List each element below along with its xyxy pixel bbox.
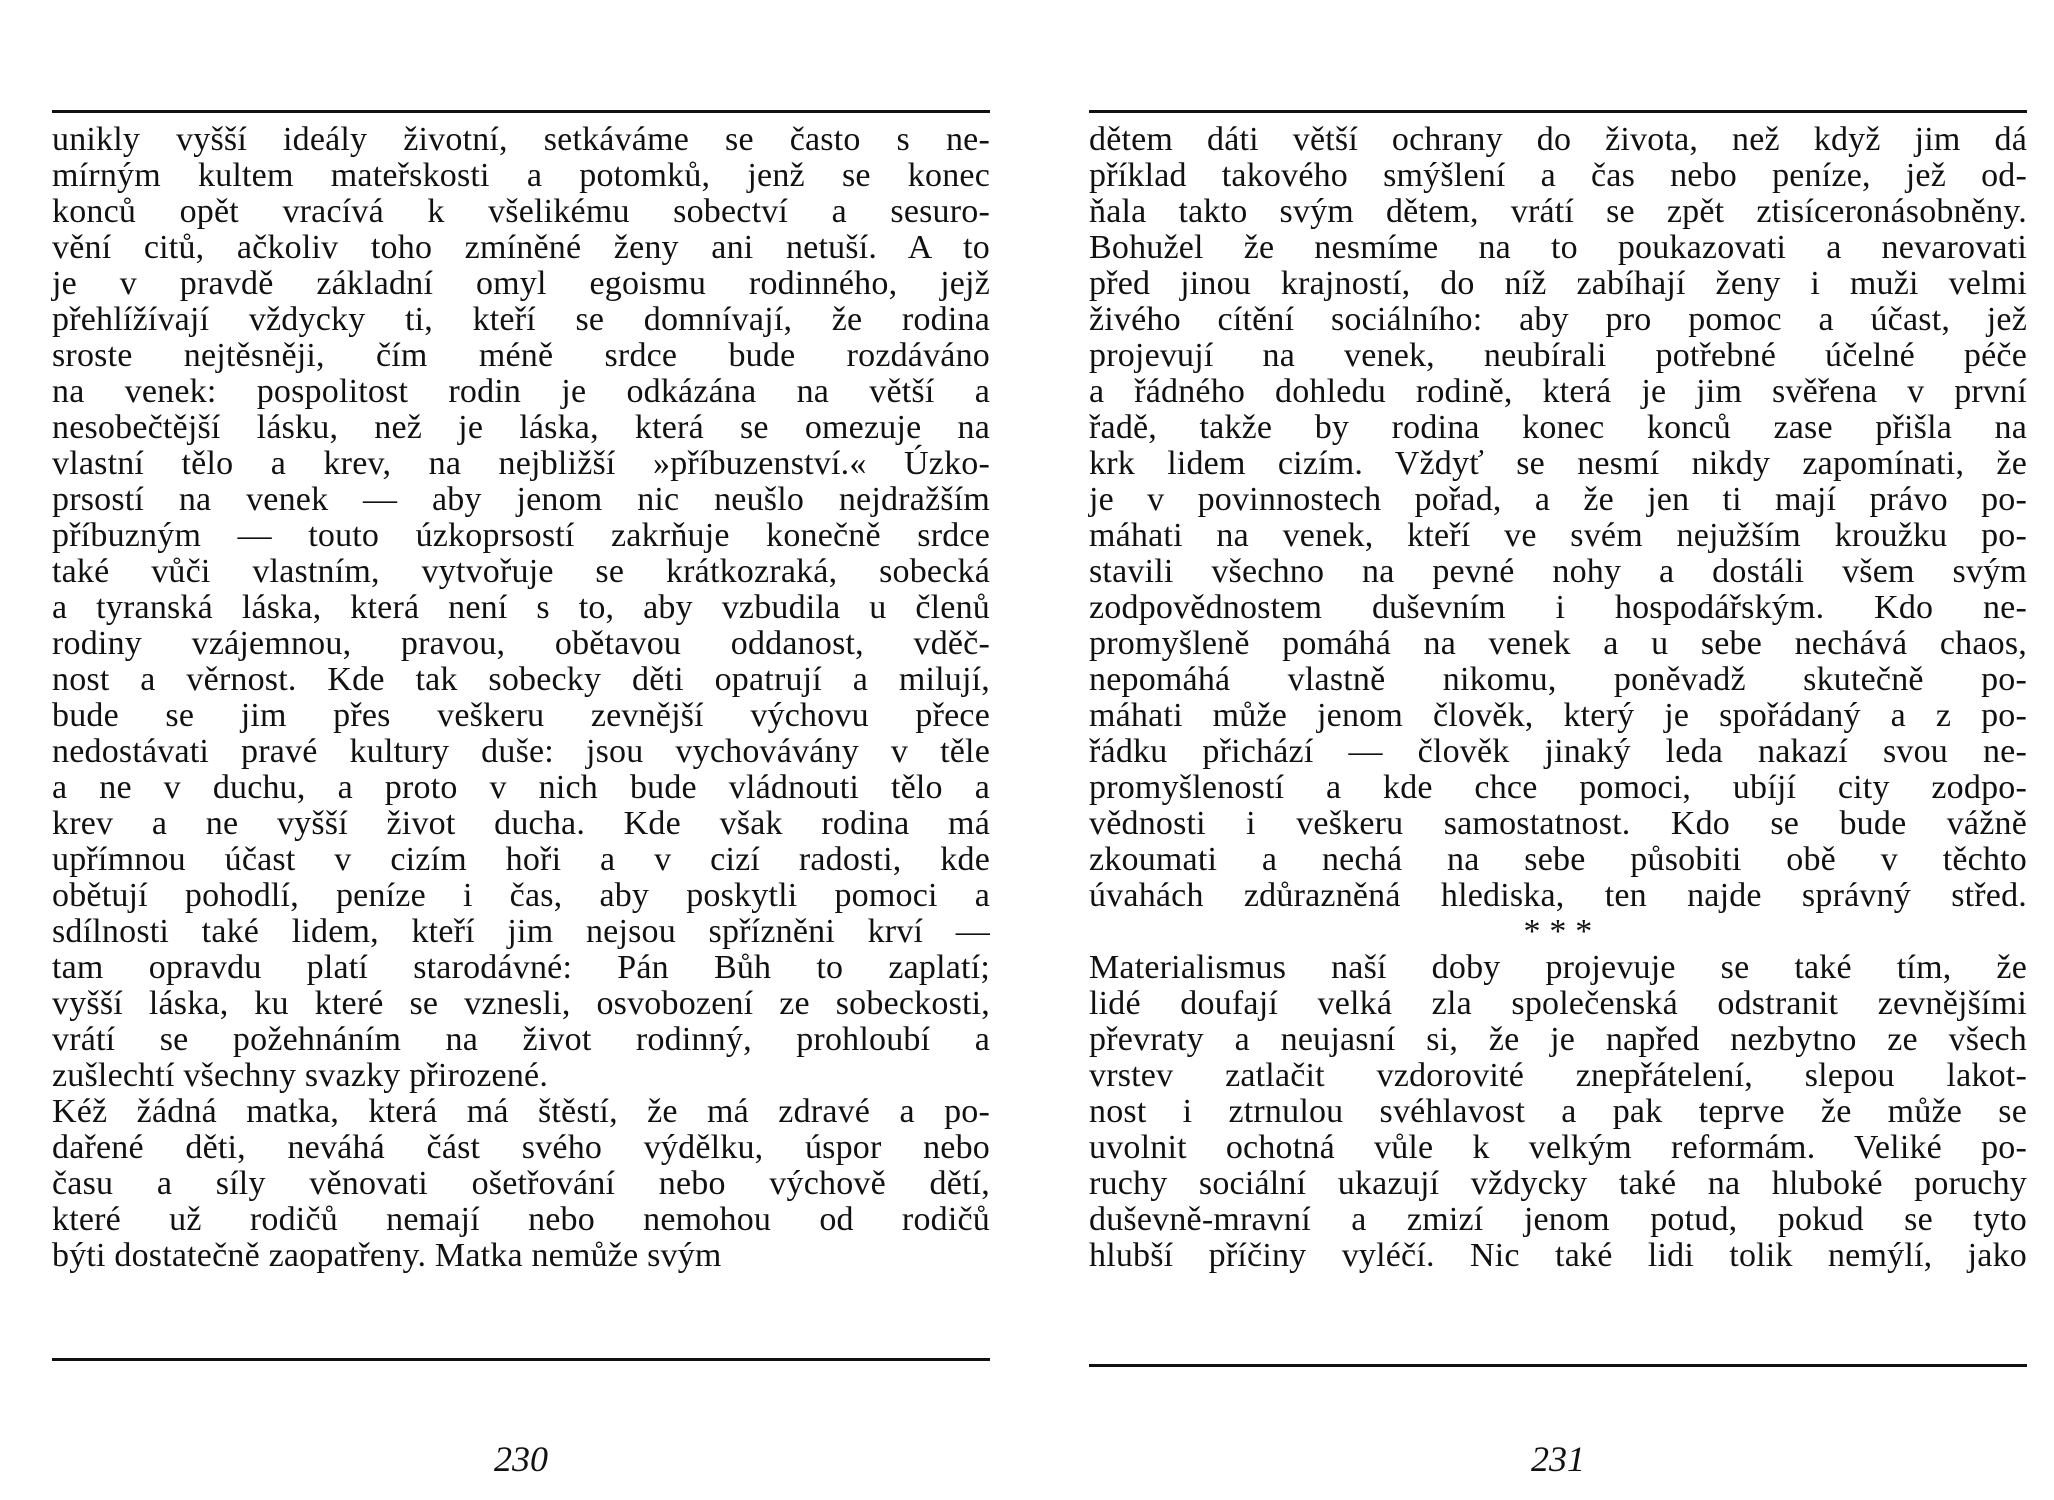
text-line: sroste nejtěsněji, čím méně srdce bude rozdáváno — [52, 337, 990, 374]
text-line: přehlížívají vždycky ti, kteří se domnívají, že rodina — [52, 301, 990, 338]
text-line: tam opravdu platí starodávné: Pán Bůh to zaplatí; — [52, 949, 990, 986]
text-line: sdílnosti také lidem, kteří jim nejsou spřízněni krví — — [52, 913, 990, 950]
text-line: prsostí na venek — aby jenom nic neušlo nejdražším — [52, 481, 990, 518]
text-line: příbuzným — touto úzkoprsostí zakrňuje konečně srdce — [52, 517, 990, 554]
text-line: projevují na venek, neubírali potřebné účelné péče — [1089, 337, 2027, 374]
text-line: zušlechtí všechny svazky přirozené. — [52, 1057, 549, 1094]
text-line: nost a věrnost. Kde tak sobecky děti opatrují a milují, — [52, 661, 990, 698]
text-line: ruchy sociální ukazují vždycky také na hluboké poruchy — [1089, 1165, 2027, 1202]
text-line: unikly vyšší ideály životní, setkáváme se často s ne- — [52, 121, 990, 158]
top-rule — [1089, 110, 2027, 113]
text-line: živého cítění sociálního: aby pro pomoc a účast, jež — [1089, 301, 2027, 338]
text-line: řádku přichází — člověk jinaký leda nakazí svou ne- — [1089, 733, 2027, 770]
text-line: před jinou krajností, do níž zabíhají ženy i muži velmi — [1089, 265, 2027, 302]
text-line: máhati může jenom člověk, který je spořádaný a z po- — [1089, 697, 2027, 734]
text-line: je v povinnostech pořad, a že jen ti mají právo po- — [1089, 481, 2027, 518]
text-line: krk lidem cizím. Vždyť se nesmí nikdy zapomínati, že — [1089, 445, 2027, 482]
text-line: zkoumati a nechá na sebe působiti obě v těchto — [1089, 841, 2027, 878]
page-number: 231 — [1531, 1439, 1585, 1479]
left-page-text — [52, 122, 990, 1274]
text-line: vlastní tělo a krev, na nejbližší »příbuzenství.« Úzko- — [52, 445, 990, 482]
text-line: také vůči vlastním, vytvořuje se krátkozraká, sobecká — [52, 553, 990, 590]
text-line: Kéž žádná matka, která má štěstí, že má zdravé a po- — [52, 1093, 990, 1130]
text-line: nepomáhá vlastně nikomu, poněvadž skutečně po- — [1089, 661, 2027, 698]
text-line: promyšleností a kde chce pomoci, ubíjí city zodpo- — [1089, 769, 2027, 806]
text-line: a řádného dohledu rodině, která je jim svěřena v první — [1089, 373, 2027, 410]
text-line: je v pravdě základní omyl egoismu rodinného, jejž — [52, 265, 990, 302]
text-line: krev a ne vyšší život ducha. Kde však rodina má — [52, 805, 990, 842]
text-line: vyšší láska, ku které se vznesli, osvobození ze sobeckosti, — [52, 985, 990, 1022]
text-line: vění citů, ačkoliv toho zmíněné ženy ani netuší. A to — [52, 229, 990, 266]
text-line: a ne v duchu, a proto v nich bude vládnouti tělo a — [52, 769, 990, 806]
text-line: vrstev zatlačit vzdorovité znepřátelení, slepou lakot- — [1089, 1057, 2027, 1094]
bottom-rule — [1089, 1364, 2027, 1367]
text-line: nedostávati pravé kultury duše: jsou vychovávány v těle — [52, 733, 990, 770]
text-line: zodpovědnostem duševním i hospodářským. Kdo ne- — [1089, 589, 2027, 626]
text-line: hlubší příčiny vyléčí. Nic také lidi tolik nemýlí, jako — [1089, 1237, 2027, 1274]
text-line: nost i ztrnulou svéhlavost a pak teprve že může se — [1089, 1093, 2027, 1130]
page-number: 230 — [494, 1439, 548, 1479]
right-page-text — [1089, 122, 2027, 1274]
text-line: dětem dáti větší ochrany do života, než když jim dá — [1089, 121, 2027, 158]
text-line: bude se jim přes veškeru zevnější výchovu přece — [52, 697, 990, 734]
text-line: úvahách zdůrazněná hlediska, ten najde správný střed. — [1089, 877, 2027, 914]
text-line: lidé doufají velká zla společenská odstranit zevnějšími — [1089, 985, 2027, 1022]
text-line: času a síly věnovati ošetřování nebo výchově dětí, — [52, 1165, 990, 1202]
text-line: příklad takového smýšlení a čas nebo peníze, jež od- — [1089, 157, 2027, 194]
text-line: stavili všechno na pevné nohy a dostáli všem svým — [1089, 553, 2027, 590]
text-line: * * * — [1523, 913, 1593, 950]
text-line: nesobečtější lásku, než je láska, která se omezuje na — [52, 409, 990, 446]
text-line: duševně-mravní a zmizí jenom potud, pokud se tyto — [1089, 1201, 2027, 1238]
text-line: převraty a neujasní si, že je napřed nezbytno ze všech — [1089, 1021, 2027, 1058]
text-line: řadě, takže by rodina konec konců zase přišla na — [1089, 409, 2027, 446]
text-line: rodiny vzájemnou, pravou, obětavou oddanost, vděč- — [52, 625, 990, 662]
text-line: Bohužel že nesmíme na to poukazovati a nevarovati — [1089, 229, 2027, 266]
text-line: které už rodičů nemají nebo nemohou od rodičů — [52, 1201, 990, 1238]
text-line: uvolnit ochotná vůle k velkým reformám. Veliké po- — [1089, 1129, 2027, 1166]
text-line: promyšleně pomáhá na venek a u sebe nechává chaos, — [1089, 625, 2027, 662]
text-line: konců opět vracívá k všelikému sobectví a sesuro- — [52, 193, 990, 230]
text-line: dařené děti, neváhá část svého výdělku, úspor nebo — [52, 1129, 990, 1166]
text-line: vědnosti i veškeru samostatnost. Kdo se bude vážně — [1089, 805, 2027, 842]
text-line: na venek: pospolitost rodin je odkázána na větší a — [52, 373, 990, 410]
text-line: mírným kultem mateřskosti a potomků, jenž se konec — [52, 157, 990, 194]
text-line: upřímnou účast v cizím hoři a v cizí radosti, kde — [52, 841, 990, 878]
text-line: ňala takto svým dětem, vrátí se zpět ztisíceronásobněny. — [1089, 193, 2027, 230]
right-page — [1027, 0, 2054, 1500]
text-line: Materialismus naší doby projevuje se také tím, že — [1089, 949, 2027, 986]
text-line: máhati na venek, kteří ve svém nejužším kroužku po- — [1089, 517, 2027, 554]
top-rule — [52, 110, 990, 113]
text-line: vrátí se požehnáním na život rodinný, prohloubí a — [52, 1021, 990, 1058]
text-line: býti dostatečně zaopatřeny. Matka nemůže svým — [52, 1237, 722, 1274]
text-line: a tyranská láska, která není s to, aby vzbudila u členů — [52, 589, 990, 626]
bottom-rule — [52, 1358, 990, 1361]
text-line: obětují pohodlí, peníze i čas, aby poskytli pomoci a — [52, 877, 990, 914]
